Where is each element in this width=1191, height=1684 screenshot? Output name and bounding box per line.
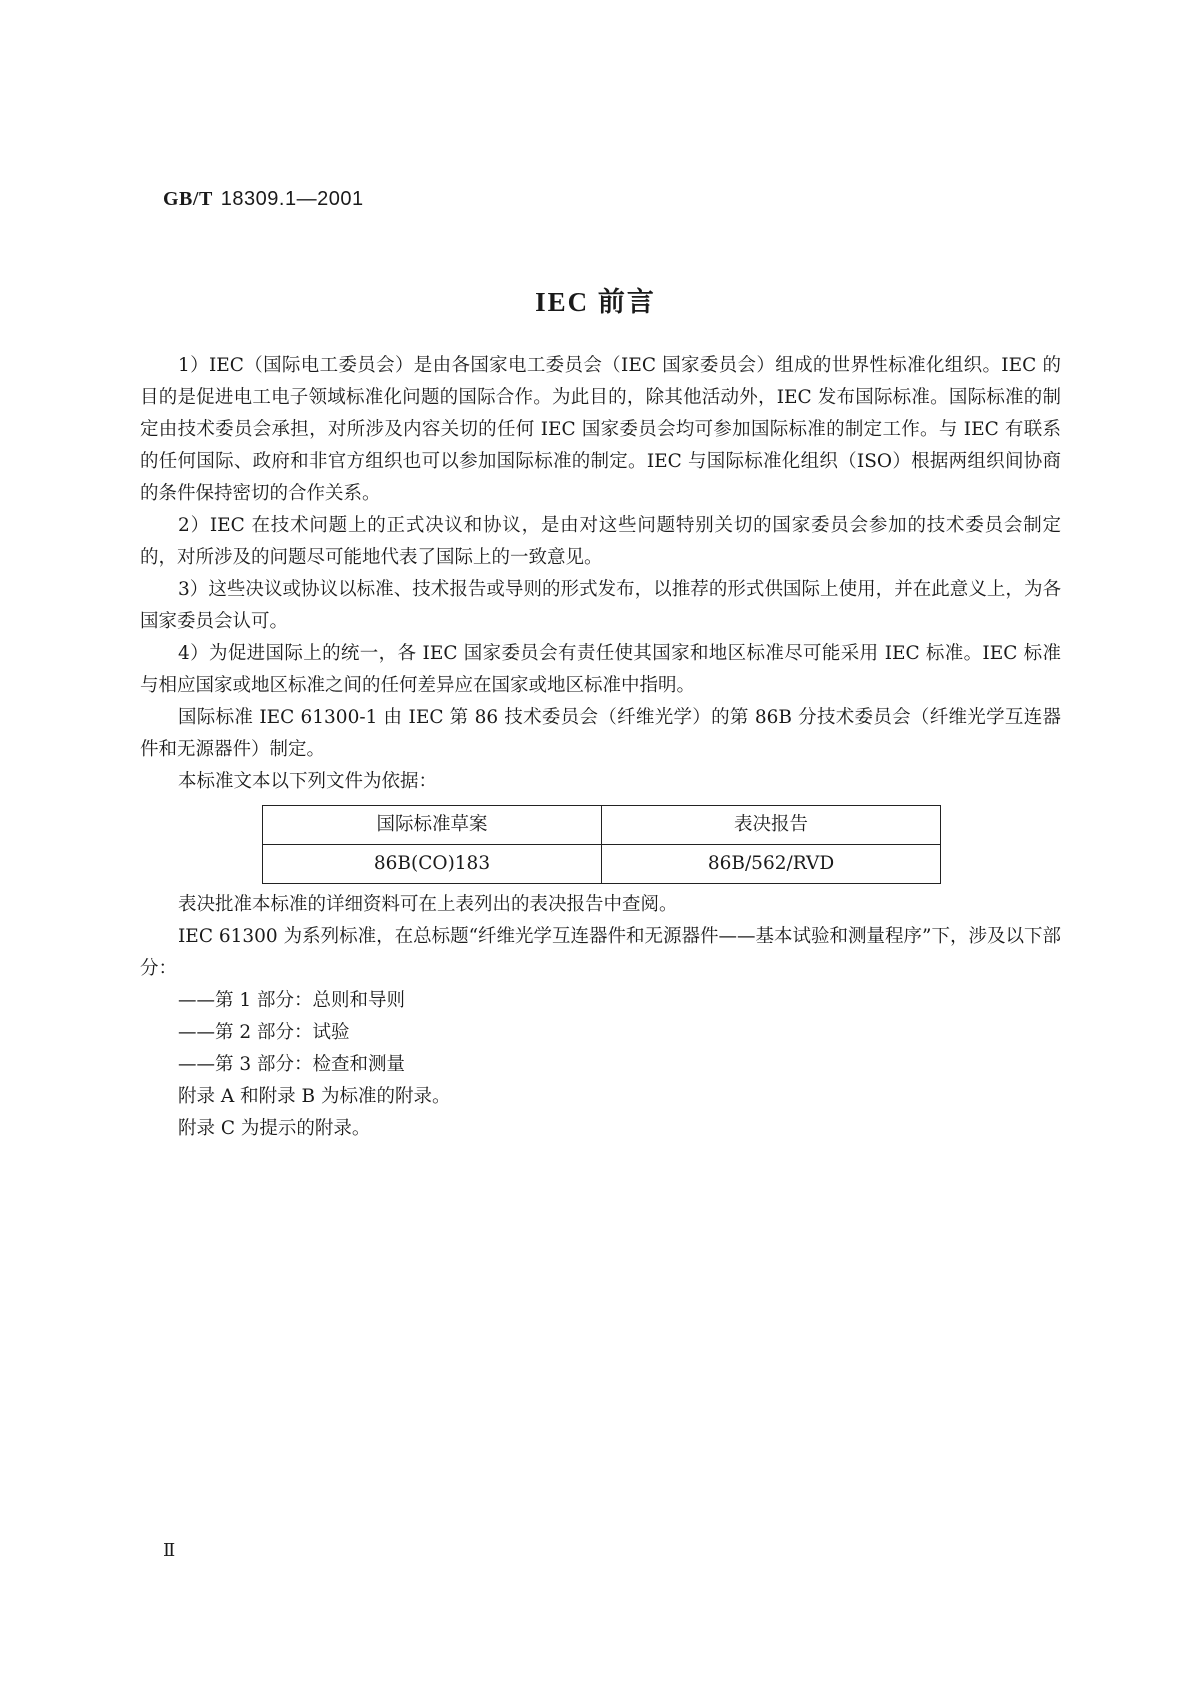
standard-code: 18309.1—2001 xyxy=(220,188,364,210)
annex-informative: 附录 C 为提示的附录。 xyxy=(178,1118,371,1139)
annex-normative: 附录 A 和附录 B 为标准的附录。 xyxy=(178,1086,451,1107)
table-header-cell: 国际标准草案 xyxy=(263,806,602,845)
page-number: Ⅱ xyxy=(163,1540,176,1560)
paragraph-7: 表决批准本标准的详细资料可在上表列出的表决报告中查阅。 xyxy=(178,894,678,915)
paragraph-8: IEC 61300 为系列标准，在总标题“纤维光学互连器件和无源器件——基本试验和测量程序”下，涉及以下部分： xyxy=(140,926,1061,979)
table-cell: 86B/562/RVD xyxy=(602,845,941,884)
part-list-item: ——第 2 部分：试验 xyxy=(178,1022,350,1043)
paragraph-6: 本标准文本以下列文件为依据： xyxy=(178,771,438,792)
paragraph-1: 1）IEC（国际电工委员会）是由各国家电工委员会（IEC 国家委员会）组成的世界性标准化组织。IEC 的目的是促进电工电子领域标准化问题的国际合作。为此目的，除其他活动外，IEC 发布国际标准。国际标准的制定由技术委员会承担，对所涉及内容关切的任何 IEC 国家委员会均可参加国际标准的制定工作。与 IEC 有联系的任何国际、政府和非官方组织也可以参加国际标准的制定。IEC 与国际标准化组织（ISO）根据两组织间协商的条件保持密切的合作关系。 xyxy=(140,355,1061,504)
standard-number xyxy=(163,188,364,211)
table-row xyxy=(263,845,941,884)
paragraph-2: 2）IEC 在技术问题上的正式决议和协议，是由对这些问题特别关切的国家委员会参加的技术委员会制定的，对所涉及的问题尽可能地代表了国际上的一致意见。 xyxy=(140,515,1061,568)
part-list-item: ——第 1 部分：总则和导则 xyxy=(178,990,406,1011)
paragraph-5: 国际标准 IEC 61300-1 由 IEC 第 86 技术委员会（纤维光学）的第 86B 分技术委员会（纤维光学互连器件和无源器件）制定。 xyxy=(140,707,1061,760)
paragraph-4: 4）为促进国际上的统一，各 IEC 国家委员会有责任使其国家和地区标准尽可能采用 IEC 标准。IEC 标准与相应国家或地区标准之间的任何差异应在国家或地区标准中指明。 xyxy=(140,643,1061,696)
document-basis-table xyxy=(262,805,941,884)
page-title: IEC 前言 xyxy=(535,287,656,317)
part-list-item: ——第 3 部分：检查和测量 xyxy=(178,1054,406,1075)
paragraph-3: 3）这些决议或协议以标准、技术报告或导则的形式发布，以推荐的形式供国际上使用，并在此意义上，为各国家委员会认可。 xyxy=(140,579,1061,632)
table-header-row xyxy=(263,806,941,845)
table-header-cell: 表决报告 xyxy=(602,806,941,845)
standard-prefix: GB/T xyxy=(163,188,213,210)
document-body xyxy=(140,350,1061,1145)
table-cell: 86B(CO)183 xyxy=(263,845,602,884)
